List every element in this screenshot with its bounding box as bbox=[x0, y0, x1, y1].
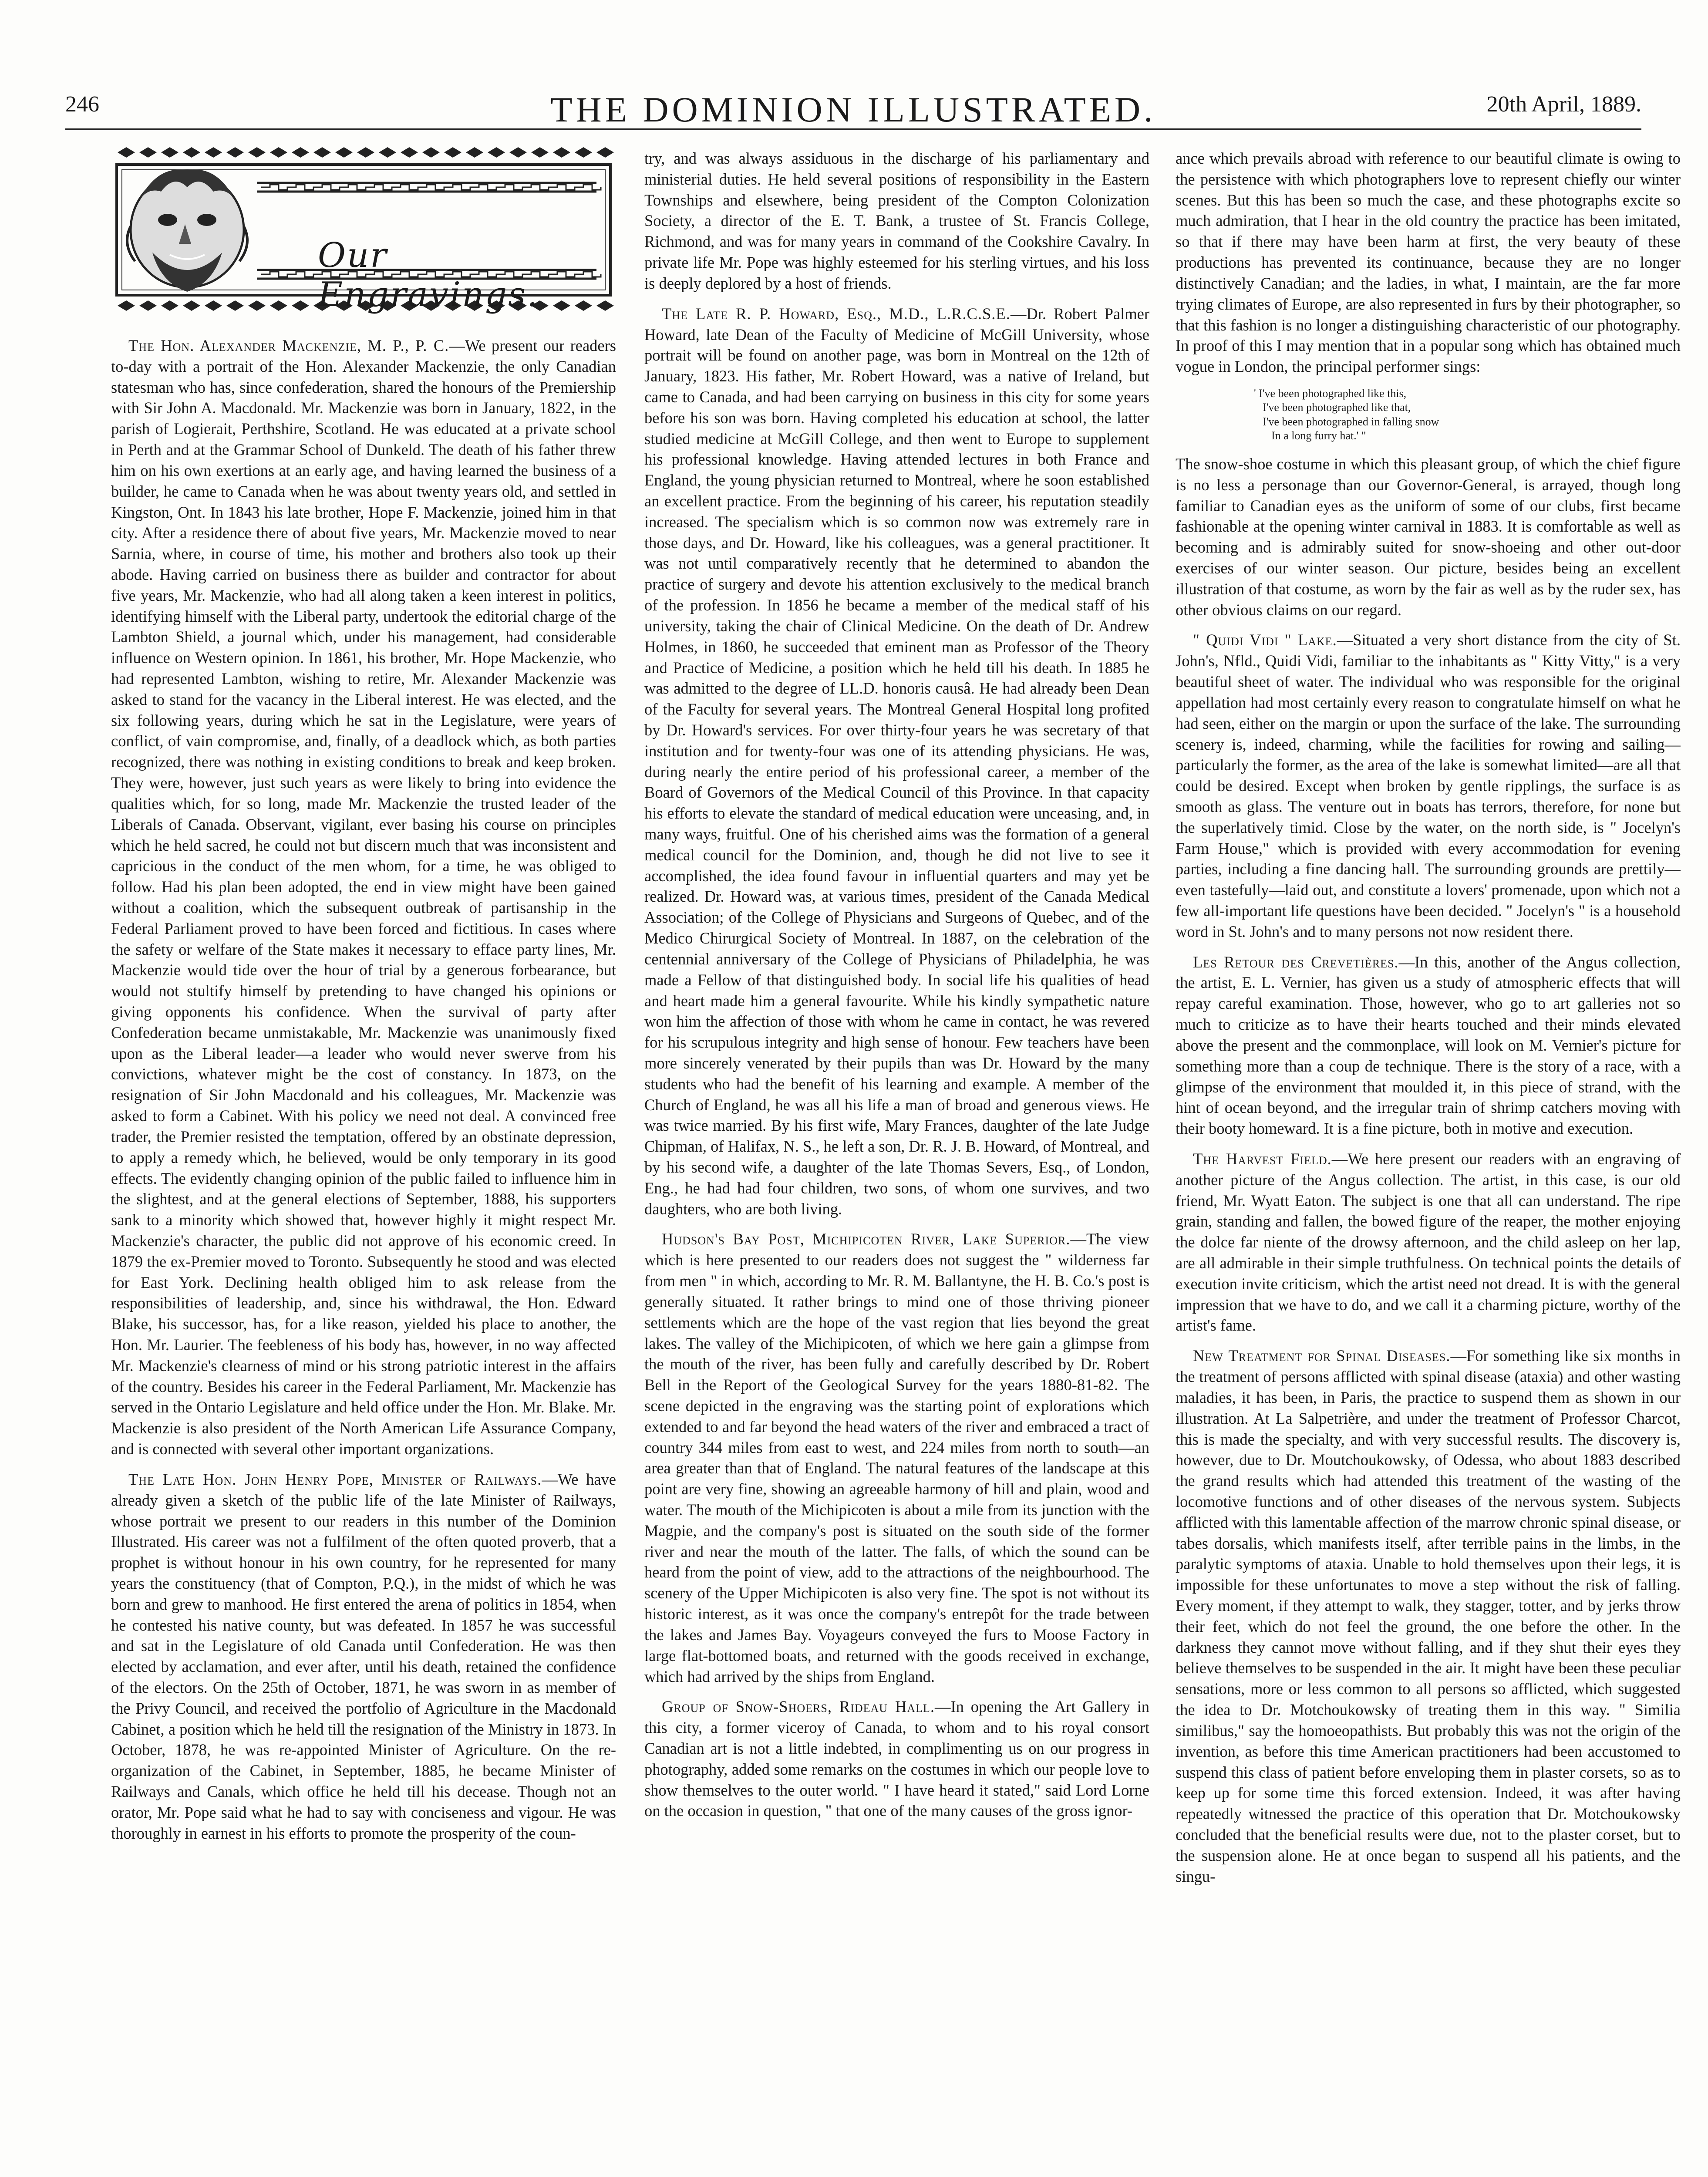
article-howard bbox=[644, 303, 1149, 1220]
our-engravings-banner bbox=[113, 144, 614, 318]
article-body: —In this, another of the Angus collection, the artist, E. L. Vernier, has given us a study of atmospheric effects that will repay careful examination. Those, however, who go to art galleries not so much to criticize as to have their hearts touched and their minds elevated above the present and the commonplace, will look on M. Vernier's picture for something more than a coup de technique. There is the story of a race, with a glimpse of the environment that moulded it, in this piece of strand, with the hint of ocean beyond, and the irregular train of shrimp catchers moving with their booty homeward. It is a fine picture, both in motive and execution. bbox=[1176, 953, 1681, 1138]
article-body: —Situated a very short distance from the city of St. John's, Nfld., Quidi Vidi, familiar to the inhabitants as " Kitty Vitty," is a very beautiful sheet of water. The individual who was responsible for the original appellation had most certainly every reason to congratulate himself on what he had seen, either on the margin or upon the surface of the lake. The surrounding scenery is, indeed, charming, while the facilities for rowing and sailing—particularly the former, as the area of the lake is somewhat limited—are all that could be desired. Except when broken by gentle ripplings, the surface is as smooth as glass. The venture out in boats has terrors, therefore, for none but the superlatively timid. Close by the water, on the north side, is " Jocelyn's Farm House," which is provided with every accommodation for evening parties, including a fine dancing hall. The surrounding grounds are prettily—even tastefully—laid out, and constitute a lovers' promenade, upon which not a few all-important life questions have been decided. " Jocelyn's " is a household word in St. John's and to many persons not now resident there. bbox=[1176, 631, 1681, 940]
article-snow-shoers-conclusion: The snow-shoe costume in which this pleasant group, of which the chief figure is no less a personage than our Governor-General, is arrayed, though long familiar to Canadian eyes as the uniform of some of our clubs, first became fashionable at the opening winter carnival in 1883. It is comfortable as well as becoming and is admirably suited for snow-shoeing and other out-door exercises of our winter season. Our picture, besides being an excellent illustration of that costume, as worn by the fair as well as by the ruder sex, has other obvious claims on our regard. bbox=[1176, 455, 1681, 619]
mask-face-icon bbox=[127, 169, 247, 292]
column-3 bbox=[1176, 148, 1681, 2177]
article-snow-shoers bbox=[644, 1696, 1149, 1821]
column-1 bbox=[111, 335, 616, 2177]
article-heading: " Quidi Vidi " Lake. bbox=[1193, 631, 1337, 649]
column-2 bbox=[644, 148, 1149, 2177]
article-heading: Hudson's Bay Post, Michipicoten River, Lake Superior. bbox=[662, 1230, 1071, 1248]
article-hudsons-bay-post bbox=[644, 1229, 1149, 1687]
article-spinal-diseases bbox=[1176, 1345, 1681, 1887]
article-heading: Les Retour des Crevetières. bbox=[1193, 953, 1399, 971]
article-snow-shoers-continued: ance which prevails abroad with reference to our beautiful climate is owing to the persistence with which photographers love to represent chiefly our winter scenes. But this has been so much the case, and these photographs excite so much admiration, that I hear in the old country the practice has been imitated, so that if there may have been harm at first, the very beauty of these productions has prevented its continuance, because they are no longer distinctively Canadian; and the ladies, in what, I maintain, are the far more trying climates of Europe, are also represented in furs by their photographer, so that this fashion is no longer a distinguishing characteristic of our photography. In proof of this I may mention that in a popular song which has obtained much vogue in London, the principal performer sings: bbox=[1176, 149, 1681, 376]
article-quidi-vidi bbox=[1176, 630, 1681, 942]
article-heading: The Late Hon. John Henry Pope, Minister of Railways. bbox=[128, 1470, 542, 1488]
page-number: 246 bbox=[65, 92, 99, 117]
article-heading: The Hon. Alexander Mackenzie, M. P., P. C. bbox=[128, 337, 449, 354]
article-body: —We here present our readers with an engraving of another picture of the Angus collection. The artist, in this case, is our old friend, Mr. Wyatt Eaton. The subject is one that all can understand. The ripe grain, standing and fallen, the bowed figure of the reaper, the mother enjoying the dolce far niente of the drowsy afternoon, and the child asleep on her lap, are all admirable in their simple truthfulness. On technical points the details of execution invite criticism, which the artist need not dread. It is with the general impression that we have to do, and we call it a charming picture, worthy of the artist's fame. bbox=[1176, 1149, 1681, 1335]
article-heading: The Late R. P. Howard, Esq., M.D., L.R.C.S.E. bbox=[662, 304, 1011, 323]
poem-line: I've been photographed like that, bbox=[1263, 401, 1411, 414]
masthead: THE DOMINION ILLUSTRATED. bbox=[550, 90, 1156, 129]
section-title: Our Engravings. bbox=[318, 236, 539, 314]
article-body: —We have already given a sketch of the public life of the late Minister of Railways, whose portrait we present to our readers in this number of the Dominion Illustrated. His career was not a fulfilment of the often quoted proverb, that a prophet is without honour in his own country, for he represented for many years the constituency (that of Compton, P.Q.), in the midst of which he was born and grew to manhood. He first entered the arena of politics in 1854, when he contested his native county, but was defeated. In 1857 he was successful and sat in the Legislature of old Canada until Confederation. He was then elected by acclamation, and ever after, until his death, retained the confidence of the electors. On the 25th of October, 1871, he was sworn in as member of the Privy Council, and received the portfolio of Agriculture in the Macdonald Cabinet, a position which he held till the resignation of the Ministry in 1873. In October, 1878, he was re-appointed Minister of Agriculture. On the re-organization of the Cabinet, in September, 1885, he became Minister of Railways and Canals, which office he held till his decease. Though not an orator, Mr. Pope said what he had to say with conciseness and vigour. He was thoroughly in earnest in his efforts to promote the prosperity of the coun- bbox=[111, 1470, 616, 1842]
article-crevetieres bbox=[1176, 952, 1681, 1139]
article-body: —The view which is here presented to our readers does not suggest the " wilderness far from men " in which, according to Mr. R. M. Ballantyne, the H. B. Co.'s post is generally situated. It rather brings to mind one of those thriving pioneer settlements which are the hope of the vast region that lies beyond the great lakes. The valley of the Michipicoten, of which we here gain a glimpse from the mouth of the river, has been fully and carefully described by Dr. Robert Bell in the Report of the Geological Survey for the years 1880-81-82. The scene depicted in the engraving was the starting point of explorations which extended to and far beyond the head waters of the river and embraced a tract of country 344 miles from east to west, and 224 miles from north to south—an area greater than that of England. The natural features of the landscape at this point are very fine, showing an agreeable harmony of hill and plain, wood and water. The mouth of the Michipicoten is about a mile from its junction with the Magpie, and the company's post is situated on the south side of the former river and near the mouth of the latter. The falls, of which the sound can be heard from the point of view, add to the attractions of the neighbourhood. The scenery of the Upper Michipicoten is also very fine. The spot is not without its historic interest, as it was once the company's entrepôt for the trade between the lakes and James Bay. Voyageurs conveyed the furs to Moose Factory in large flat-bottomed boats, and returned with the goods received in exchange, which had arrived by the ships from England. bbox=[644, 1230, 1149, 1685]
article-body: —Dr. Robert Palmer Howard, late Dean of the Faculty of Medicine of McGill University, whose portrait will be found on another page, was born in Montreal on the 12th of January, 1823. His father, Mr. Robert Howard, was a native of Ireland, but came to Canada, and had been carrying on business in this city for some years before his son was born. Having completed his education at school, the latter studied medicine at McGill College, and then went to Europe to supplement his professional knowledge. Having attended lectures in both France and England, the young physician returned to Montreal, where he soon established an excellent practice. From the beginning of his career, his reputation steadily increased. The specialism which is so common now was extremely rare in those days, and Dr. Howard, like his colleagues, was a general practitioner. It was not until comparatively recently that he determined to abandon the practice of surgery and devote his attention exclusively to the medical branch of the profession. In 1856 he became a member of the medical staff of his university, taking the chair of Clinical Medicine. On the death of Dr. Andrew Holmes, in 1860, he succeeded that eminent man as Professor of the Theory and Practice of Medicine, a position which he held till his death. In 1885 he was admitted to the degree of LL.D. honoris causâ. He had already been Dean of the Faculty for several years. The Montreal General Hospital long profited by Dr. Howard's services. For over thirty-four years he was secretary of that institution and for twenty-four was one of its attending physicians. He was, during nearly the entire period of his professional career, a member of the Board of Governors of the Medical Council of this Province. In that capacity his efforts to elevate the standard of medical education were unceasing, and, in many ways, fruitful. One of his cherished aims was the formation of a general medical council for the Dominion, and, though he did not live to see it accomplished, the idea found favour in influential quarters and may yet be realized. Dr. Howard was, at various times, president of the Canada Medical Association; of the College of Physicians and Surgeons of Quebec, and of the Medico Chirurgical Society of Montreal. In 1887, on the celebration of the centennial anniversary of the College of Physicians of Philadelphia, he was made a Fellow of that distinguished body. In social life his qualities of head and heart made him a general favourite. While his kindly sympathetic nature won him the affection of those with whom he came in contact, he was revered for his scrupulous integrity and high sense of honour. Few teachers have been more sincerely venerated by their pupils than was Dr. Howard by the many students who had the benefit of his learning and example. A member of the Church of England, he was all his life a man of broad and generous views. He was twice married. By his first wife, Mary Frances, daughter of the late Judge Chipman, of Halifax, N. S., he left a son, Dr. R. J. B. Howard, of Montreal, and by his second wife, a daughter of the late Thomas Severs, Esq., of London, Eng., he had had four children, two sons, of whom one survives, and two daughters, who are both living. bbox=[644, 304, 1149, 1218]
poem-line: ' I've been photographed like this, bbox=[1254, 387, 1407, 400]
article-body: —We present our readers to-day with a portrait of the Hon. Alexander Mackenzie, the only Canadian statesman who has, since confederation, shared the honours of the Premiership with Sir John A. Macdonald. Mr. Mackenzie was born in January, 1822, in the parish of Logierait, Perthshire, Scotland. He was educated at a private school in Perth and at the Grammar School of Dunkeld. The death of his father threw him on his own exertions at an early age, and having learned the business of a builder, he came to Canada when he was about twenty years old, and settled in Kingston, Ont. In 1843 his late brother, Hope F. Mackenzie, joined him in that city. After a residence there of about five years, Mr. Mackenzie moved to near Sarnia, where, in course of time, his mother and brothers also took up their abode. Having carried on business there as builder and contractor for about five years, Mr. Mackenzie, who had all along taken a keen interest in politics, identifying himself with the Liberal party, undertook the editorial charge of the Lambton Shield, a journal which, under his management, had considerable influence on Western opinion. In 1861, his brother, Mr. Hope Mackenzie, who had represented Lambton, wishing to retire, Mr. Alexander Mackenzie was asked to stand for the vacancy in the Liberal interest. He was elected, and the six following years, during which he sat in the Legislature, were years of conflict, of vain compromise, and, finally, of a deadlock which, as both parties recognized, there was nothing in existing conditions to break and keep broken. They were, however, just such years as were likely to bring into evidence the qualities which, for so long, made Mr. Mackenzie the trusted leader of the Liberals of Canada. Observant, vigilant, ever basing his course on principles which he held sacred, he could not but discern much that was inconsistent and capricious in the conduct of the men whom, for a time, he was obliged to follow. Had his plan been adopted, the end in view might have been gained without a coalition, which the subsequent outbreak of partisanship in the Federal Parliament proved to have been forced and fictitious. In cases where the safety or welfare of the State makes it necessary to efface party lines, Mr. Mackenzie would tide over the hour of trial by a generous forbearance, but would not stultify himself by pretending to have changed his opinions or giving opponents his confidence. When the survival of party after Confederation became unmistakable, Mr. Mackenzie was unanimously fixed upon as the Liberal leader—a leader who would never swerve from his convictions, whatever might be the cost of constancy. In 1873, on the resignation of Sir John Macdonald and his colleagues, Mr. Mackenzie was asked to form a Cabinet. With his policy we need not deal. A convinced free trader, the Premier resisted the temptation, offered by an obstinate depression, to apply a remedy which, he believed, would be only temporary in its good effects. The evidently changing opinion of the public failed to influence him in the slightest, and at the general elections of September, 1888, his supporters sank to a minority which showed that, however highly it might respect Mr. Mackenzie's character, the public did not approve of his economic creed. In 1879 the ex-Premier moved to Toronto. Subsequently he stood and was elected for East York. Declining health obliged him to ask release from the responsibilities of leadership, and, since his withdrawal, the Hon. Edward Blake, his successor, has, for a like reason, yielded his place to another, the Hon. Mr. Laurier. The feebleness of his body has, however, in no way affected Mr. Mackenzie's clearness of mind or his strong patriotic interest in the affairs of the country. Besides his career in the Federal Parliament, Mr. Mackenzie has served in the Ontario Legislature and held office under the Hon. Mr. Blake. Mr. Mackenzie is also president of the North American Life Assurance Company, and is connected with several other important organizations. bbox=[111, 337, 616, 1458]
article-pope-continued: try, and was always assiduous in the discharge of his parliamentary and ministerial duties. He held several positions of responsibility in the Eastern Townships and elsewhere, being president of the Compton Colonization Society, a director of the E. T. Bank, a trustee of St. Francis College, Richmond, and was for many years in command of the Cookshire Cavalry. In private life Mr. Pope was highly esteemed for his sterling virtues, and his loss is deeply deplored by a host of friends. bbox=[644, 149, 1149, 292]
article-harvest-field bbox=[1176, 1149, 1681, 1336]
article-body: —In opening the Art Gallery in this city, a former viceroy of Canada, to whom and to his royal consort Canadian art is not a little indebted, in complimenting us on our progress in photography, added some remarks on the costumes in which our people love to show themselves to the outer world. " I have heard it stated," said Lord Lorne on the occasion in question, " that one of the many causes of the gross ignor- bbox=[644, 1698, 1149, 1820]
issue-date: 20th April, 1889. bbox=[1486, 92, 1641, 117]
article-heading: New Treatment for Spinal Diseases. bbox=[1193, 1347, 1451, 1365]
article-mackenzie bbox=[111, 335, 616, 1459]
poem-line: I've been photographed in falling snow bbox=[1263, 415, 1439, 428]
article-heading: The Harvest Field. bbox=[1193, 1149, 1332, 1168]
page-header bbox=[65, 89, 1641, 130]
article-body: —For something like six months in the treatment of persons afflicted with spinal disease (ataxia) and other wasting maladies, it has been, in Paris, the practice to suspend them as shown in our illustration. At La Salpetrière, and under the treatment of Professor Charcot, this is made the specialty, and with very successful results. The discovery is, however, due to Dr. Moutchoukowsky, of Odessa, who about 1883 described the grand results which had attended this treatment of the wasting of the locomotive functions and of other diseases of the nervous system. Subjects afflicted with this lamentable affection of the marrow chronic spinal disease, or tabes dorsalis, which manifests itself, after terrible pains in the limbs, in the paralytic symptoms of ataxia. Unable to hold themselves upon their legs, it is impossible for these unfortunates to move a step without the risk of falling. Every moment, if they attempt to walk, they stagger, totter, and by jerks throw their feet, which do not feel the ground, the one before the other. In the darkness they cannot move without falling, and if they shut their eyes they believe themselves to be suspended in the air. It might have been these peculiar sensations, more or less common to all persons so afflicted, which suggested the idea to Dr. Motchoukowsky of treating them in this way. " Similia similibus," say the homoeopathists. But probably this was not the origin of the invention, as before this time American practitioners had been accustomed to suspend this class of patient before enveloping them in plaster corsets, so as to keep up for some time this forced extension. Indeed, it was after having repeatedly witnessed the practice of this operation that Dr. Motchoukowsky concluded that the beneficial results were due, not to the plaster corset, but to the suspension alone. He at once began to suspend all his patients, and the singu- bbox=[1176, 1347, 1681, 1885]
song-quote bbox=[1176, 387, 1681, 443]
article-pope bbox=[111, 1469, 616, 1844]
article-heading: Group of Snow-Shoers, Rideau Hall. bbox=[662, 1698, 935, 1716]
poem-line: In a long furry hat.' " bbox=[1271, 429, 1366, 442]
